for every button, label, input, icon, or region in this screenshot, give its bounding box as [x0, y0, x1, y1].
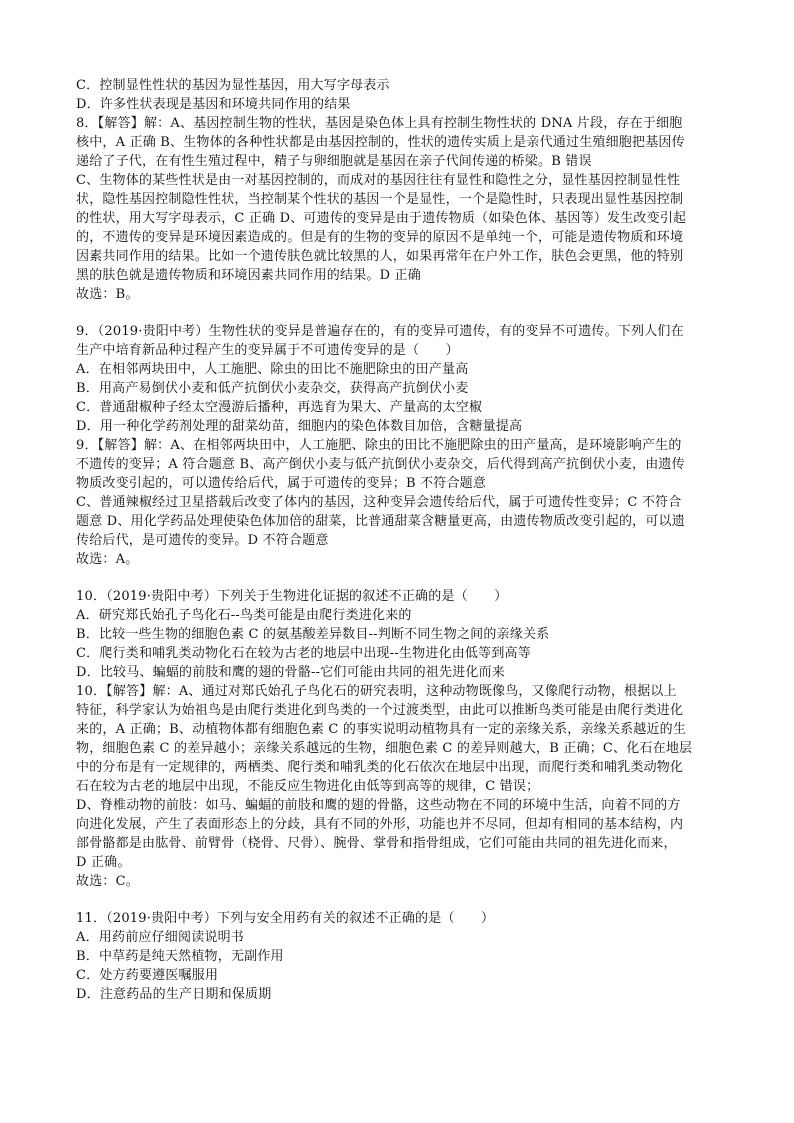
option-c: C．处方药要遵医嘱服用	[76, 968, 219, 983]
answer-line: 的性状，用大写字母表示，C 正确 D、可遗传的变异是由于遗传物质（如染色体、基因等）发生改变引起	[76, 211, 687, 226]
answer-line: 黑的肤色就是遗传物质和环境因素共同作用的结果。D 正确	[76, 268, 421, 283]
answer-line: 部骨骼都是由肱骨、前臂骨（桡骨、尺骨）、腕骨、掌骨和指骨组成，它们可能由共同的祖先进化而来，	[76, 836, 677, 851]
answer-9	[76, 436, 726, 569]
option-c: C．控制显性性状的基因为显性基因，用大写字母表示	[76, 78, 390, 93]
answer-line: 向进化发展，产生了表面形态上的分歧，具有不同的外形，功能也并不尽同，但却有相同的基本结构，内	[76, 817, 684, 832]
question-stem: 生产中培育新品种过程产生的变异属于不可遗传变异的是（ ）	[76, 343, 459, 358]
answer-line: 中的分布是有一定规律的，两栖类、爬行类和哺乳类的化石依次在地层中出现，而爬行类和哺乳类动物化	[76, 760, 684, 775]
question-stem: 11．（2019·贵阳中考）下列与安全用药有关的叙述不正确的是（ ）	[76, 911, 495, 926]
question-9	[76, 322, 726, 436]
option-d: D．注意药品的生产日期和保质期	[76, 987, 272, 1002]
option-c: C．爬行类和哺乳类动物化石在较为古老的地层中出现--生物进化由低等到高等	[76, 646, 531, 661]
question-7-options	[76, 76, 726, 114]
question-stem: 10．（2019·贵阳中考）下列关于生物进化证据的叙述不正确的是（ ）	[76, 589, 508, 604]
answer-line: 9．【解答】解：A、在相邻两块田中，人工施肥、除虫的田比不施肥除虫的田产量高，是环境影响产生的	[76, 438, 682, 453]
answer-line: C、普通辣椒经过卫星搭载后改变了体内的基因，这种变异会遗传给后代，属于可遗传性变异；C 不符合	[76, 495, 682, 510]
answer-line: D 正确。	[76, 855, 131, 870]
answer-line: 来的，A 正确；B、动植物体都有细胞色素 C 的事实说明动植物具有一定的亲缘关系，亲缘关系越近的生	[76, 722, 687, 737]
answer-8	[76, 114, 726, 304]
answer-line: 因素共同作用的结果。比如一个遗传肤色就比较黑的人，如果再常年在户外工作，肤色会更黑，他的特别	[76, 249, 684, 264]
answer-line: 核中，A 正确 B、生物体的各种性状都是由基因控制的，性状的遗传实质上是亲代通过生殖细胞把基因传	[76, 135, 685, 150]
question-10	[76, 587, 726, 682]
answer-line: 的，不遗传的变异是环境因素造成的。但是有的生物的变异的原因不是单纯一个，可能是遗传物质和环境	[76, 230, 684, 245]
option-d: D．许多性状表现是基因和环境共同作用的结果	[76, 97, 351, 112]
document-page	[76, 76, 726, 1004]
answer-line: C、生物体的某些性状是由一对基因控制的，而成对的基因往往有显性和隐性之分，显性基因控制显性性	[76, 173, 681, 188]
answer-line: 10．【解答】解：A、通过对郑氏始孔子鸟化石的研究表明，这种动物既像鸟，又像爬行动物，根据以上	[76, 684, 677, 699]
answer-10	[76, 682, 726, 891]
question-11	[76, 909, 726, 1004]
answer-line: 不遗传的变异；A 符合题意 B、高产倒伏小麦与低产抗倒伏小麦杂交，后代得到高产抗倒伏小麦，由遗传	[76, 457, 685, 472]
question-stem: 9．（2019·贵阳中考）生物性状的变异是普遍存在的，有的变异可遗传，有的变异不可遗传。下列人们在	[76, 324, 684, 339]
answer-line: 递给了子代，在有性生殖过程中，精子与卵细胞就是基因在亲子代间传递的桥梁。B 错误	[76, 154, 592, 169]
answer-line: 题意 D、用化学药品处理使染色体加倍的甜菜，比普通甜菜含糖量更高，由遗传物质改变引起的，可以遗	[76, 514, 685, 529]
answer-line: 物，细胞色素 C 的差异越小；亲缘关系越远的生物，细胞色素 C 的差异则越大，B 正确；C、化石在地层	[76, 741, 693, 756]
answer-line: 状，隐性基因控制隐性性状，当控制某个性状的基因一个是显性，一个是隐性时，只表现出显性基因控制	[76, 192, 684, 207]
option-a: A．在相邻两块田中，人工施肥、除虫的田比不施肥除虫的田产量高	[76, 362, 469, 377]
option-a: A．用药前应仔细阅读说明书	[76, 930, 244, 945]
answer-line: D、脊椎动物的前肢：如马、蝙蝠的前肢和鹰的翅的骨骼，这些动物在不同的环境中生活，向着不同的方	[76, 798, 681, 813]
answer-choice: 故选：A。	[76, 552, 139, 567]
answer-line: 传给后代，是可遗传的变异。D 不符合题意	[76, 533, 329, 548]
answer-line: 物质改变引起的，可以遗传给后代，属于可遗传的变异；B 不符合题意	[76, 476, 487, 491]
option-d: D．用一种化学药剂处理的甜菜幼苗，细胞内的染色体数目加倍，含糖量提高	[76, 419, 523, 434]
answer-line: 特征，科学家认为始祖鸟是由爬行类进化到鸟类的一个过渡类型，由此可以推断鸟类可能是由爬行类进化	[76, 703, 684, 718]
option-a: A．研究郑氏始孔子鸟化石--鸟类可能是由爬行类进化来的	[76, 608, 412, 623]
answer-choice: 故选：B。	[76, 287, 139, 302]
option-d: D．比较马、蝙蝠的前肢和鹰的翅的骨骼--它们可能由共同的祖先进化而来	[76, 665, 506, 680]
answer-line: 8．【解答】解：A、基因控制生物的性状，基因是染色体上具有控制生物性状的 DNA 片段，存在于细胞	[76, 116, 683, 131]
option-b: B．比较一些生物的细胞色素 C 的氨基酸差异数目--判断不同生物之间的亲缘关系	[76, 627, 550, 642]
answer-choice: 故选：C。	[76, 874, 139, 889]
option-b: B．用高产易倒伏小麦和低产抗倒伏小麦杂交，获得高产抗倒伏小麦	[76, 381, 469, 396]
answer-line: 石在较为古老的地层中出现，不能反应生物进化由低等到高等的规律，C 错误；	[76, 779, 540, 794]
option-b: B．中草药是纯天然植物，无副作用	[76, 949, 284, 964]
option-c: C．普通甜椒种子经太空漫游后播种，再选育为果大、产量高的太空椒	[76, 400, 483, 415]
